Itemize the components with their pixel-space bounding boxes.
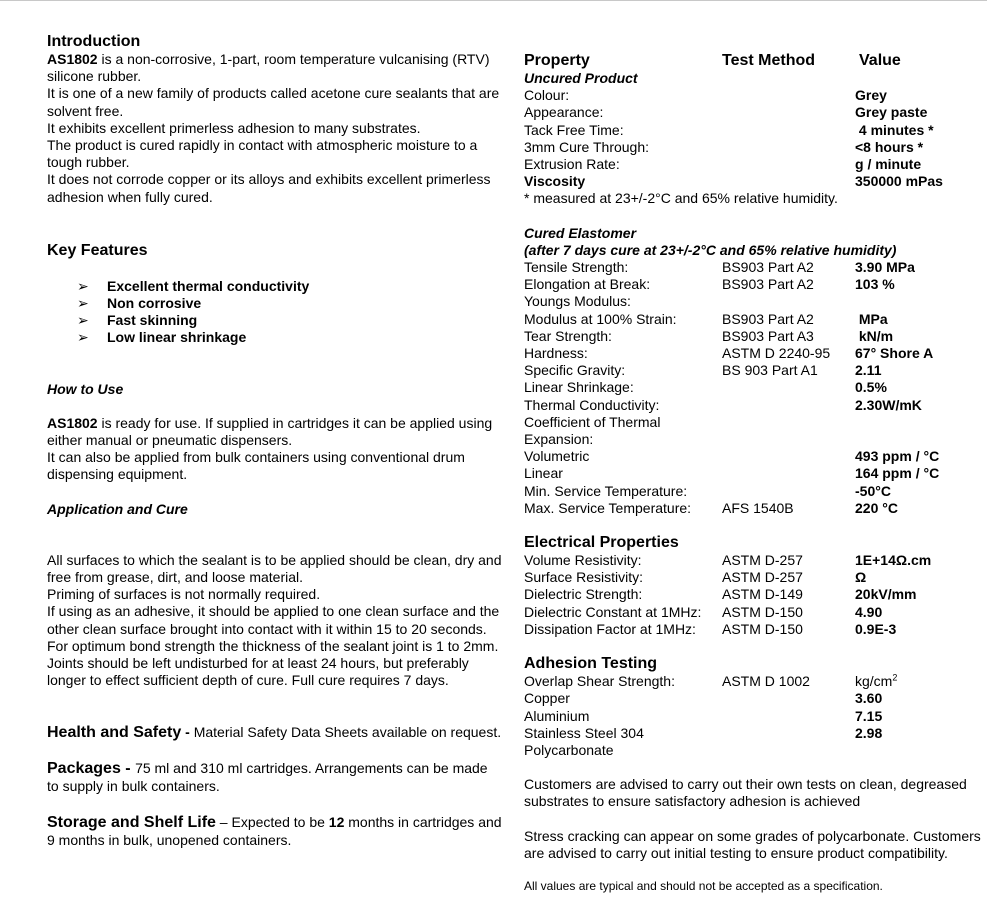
cured-heading: Cured Elastomer <box>524 224 637 241</box>
value-cell: 20kV/mm <box>855 586 917 603</box>
value-cell: 493 ppm / °C <box>855 448 940 465</box>
method-cell: AFS 1540B <box>722 499 794 516</box>
table-row <box>524 345 984 362</box>
value-cell: 220 °C <box>855 499 898 516</box>
table-row <box>524 708 984 725</box>
how-to-use-heading: How to Use <box>47 380 124 397</box>
method-cell <box>722 690 855 707</box>
table-row <box>524 311 984 328</box>
table-row <box>524 431 984 448</box>
table-row <box>524 139 984 156</box>
viscosity-value: 350000 mPas <box>855 173 943 190</box>
table-row <box>524 414 984 431</box>
value-cell <box>855 431 984 448</box>
stress-note: Stress cracking can appear on some grades of polycarbonate. Customers are advised to carry out initial testing to ensure product compatibility. <box>524 827 981 861</box>
property-cell: Tear Strength: <box>524 327 612 344</box>
storage-heading: Storage and Shelf Life <box>47 813 216 831</box>
features-list <box>47 278 502 347</box>
intro-line-3: It exhibits excellent primerless adhesion to many substrates. <box>47 119 421 136</box>
bullet-arrow-icon: ➢ <box>77 312 89 329</box>
col-method: Test Method <box>722 52 816 69</box>
property-cell: Tensile Strength: <box>524 259 629 276</box>
method-cell <box>722 725 855 742</box>
property-cell: Thermal Conductivity: <box>524 396 660 413</box>
property-cell: Polycarbonate <box>524 741 614 758</box>
storage: Storage and Shelf Life – Expected to be 12 months in cartridges and 9 months in bulk, unopened containers. <box>47 813 502 848</box>
table-row <box>524 483 984 500</box>
measure-note: * measured at 23+/-2°C and 65% relative humidity. <box>524 190 838 207</box>
table-row <box>524 621 984 638</box>
product-name: AS1802 <box>47 414 98 431</box>
table-row <box>524 586 984 603</box>
how-to-use-line-1: AS1802 is ready for use. If supplied in cartridges it can be applied using either manual or pneumatic dispensers. <box>47 414 493 449</box>
intro-heading: Introduction <box>47 33 141 50</box>
table-row <box>524 604 984 621</box>
property-cell: 3mm Cure Through: <box>524 138 650 155</box>
value-cell: 7.15 <box>855 707 883 724</box>
table-row <box>524 259 984 276</box>
value-cell: kN/m <box>855 327 894 344</box>
method-cell <box>722 156 855 173</box>
property-cell: Appearance: <box>524 104 604 121</box>
table-row <box>524 448 984 465</box>
value-cell: 67° Shore A <box>855 345 934 362</box>
property-cell: Dielectric Strength: <box>524 586 643 603</box>
property-cell: Specific Gravity: <box>524 362 626 379</box>
property-cell: Surface Resistivity: <box>524 569 644 586</box>
feature-item: ➢ Non corrosive <box>77 295 202 312</box>
col-property: Property <box>524 52 590 69</box>
electrical-heading: Electrical Properties <box>524 534 679 552</box>
adhesion-heading: Adhesion Testing <box>524 655 658 673</box>
property-cell: Elongation at Break: <box>524 276 651 293</box>
feature-item: ➢ Fast skinning <box>77 312 198 329</box>
bullet-arrow-icon: ➢ <box>77 277 89 294</box>
property-cell: Volume Resistivity: <box>524 552 642 569</box>
method-cell: ASTM D-257 <box>722 569 803 586</box>
property-cell: Aluminium <box>524 707 590 724</box>
method-cell: BS903 Part A2 <box>722 259 814 276</box>
table-row <box>524 276 984 293</box>
application-line: Priming of surfaces is not normally required. <box>47 586 321 603</box>
uncured-heading: Uncured Product <box>524 70 638 86</box>
method-cell <box>722 483 855 500</box>
product-name: AS1802 <box>47 51 98 67</box>
property-cell: Coefficient of Thermal <box>524 413 661 430</box>
table-row <box>524 500 984 517</box>
method-cell: BS903 Part A2 <box>722 276 814 293</box>
method-cell <box>722 293 855 310</box>
table-row: Overlap Shear Strength: ASTM D 1002 $kg/cm^2$ <box>524 672 898 690</box>
bullet-arrow-icon: ➢ <box>77 295 89 312</box>
value-cell: 2.11 <box>855 362 882 379</box>
top-border <box>0 0 987 1</box>
value-cell <box>855 742 984 759</box>
method-cell <box>722 431 855 448</box>
method-cell: ASTM D-149 <box>722 586 803 603</box>
table-row <box>524 104 984 121</box>
method-cell <box>722 465 855 482</box>
health-safety: Health and Safety - Material Safety Data Sheets available on request. <box>47 724 502 742</box>
value-cell: 0.9E-3 <box>855 620 897 637</box>
value-cell: 103 % <box>855 276 895 293</box>
property-cell: Expansion: <box>524 431 594 448</box>
property-cell: Youngs Modulus: <box>524 293 631 310</box>
table-row <box>524 690 984 707</box>
table-row <box>524 293 984 310</box>
table-row <box>524 156 984 173</box>
value-cell: 1E+14Ω.cm <box>855 552 932 569</box>
value-cell: Grey <box>855 87 887 104</box>
property-cell: Max. Service Temperature: <box>524 499 692 516</box>
property-cell: Extrusion Rate: <box>524 156 620 173</box>
method-cell: ASTM D 2240-95 <box>722 345 831 362</box>
method-cell <box>722 104 855 121</box>
application-line: All surfaces to which the sealant is to be applied should be clean, dry and free from grease, dirt, and loose material. <box>47 551 502 586</box>
packages: Packages - 75 ml and 310 ml cartridges. Arrangements can be made to supply in bulk containers. <box>47 760 488 795</box>
value-cell: -50°C <box>855 482 891 499</box>
intro-line-2: It is one of a new family of products called acetone cure sealants that are solvent free. <box>47 85 500 119</box>
uncured-rows <box>524 87 984 173</box>
method-cell <box>722 742 855 759</box>
value-cell: g / minute <box>855 156 922 173</box>
value-cell: 3.90 MPa <box>855 259 915 276</box>
value-cell: 0.5% <box>855 379 887 396</box>
value-cell: 4 minutes * <box>855 121 934 138</box>
intro-line-4: The product is cured rapidly in contact with atmospheric moisture to a tough rubber. <box>47 137 478 171</box>
application-line: If using as an adhesive, it should be applied to one clean surface and the other clean surface brought into contact with it within 15 to 20 seconds. <box>47 603 500 637</box>
table-row <box>524 87 984 104</box>
table-row <box>524 122 984 139</box>
adhesion-rows <box>524 690 984 759</box>
features-heading: Key Features <box>47 241 148 259</box>
property-cell: Dielectric Constant at 1MHz: <box>524 603 702 620</box>
table-row <box>524 397 984 414</box>
value-cell <box>855 293 984 310</box>
property-cell: Volumetric <box>524 448 590 465</box>
property-cell: Modulus at 100% Strain: <box>524 310 677 327</box>
method-cell <box>722 87 855 104</box>
how-to-use-line-2: It can also be applied from bulk containers using conventional drum dispensing equipment. <box>47 449 465 483</box>
value-cell: MPa <box>855 310 888 327</box>
right-column <box>524 51 984 895</box>
property-cell: Stainless Steel 304 <box>524 724 644 741</box>
property-cell: Hardness: <box>524 345 588 362</box>
method-cell <box>722 139 855 156</box>
value-cell: Ω <box>855 569 867 586</box>
table-row <box>524 725 984 742</box>
table-row <box>524 742 984 759</box>
col-value: Value <box>859 52 901 69</box>
intro-line-5: It does not corrode copper or its alloys and exhibits excellent primerless adhesion when fully cured. <box>47 171 491 205</box>
table-row <box>524 465 984 482</box>
health-heading: Health and Safety <box>47 724 182 742</box>
electrical-rows <box>524 552 984 638</box>
value-cell: 4.90 <box>855 603 883 620</box>
value-cell: 3.60 <box>855 690 883 707</box>
method-cell <box>722 448 855 465</box>
cured-subheading: (after 7 days cure at 23+/-2°C and 65% relative humidity) <box>524 241 897 258</box>
method-cell: ASTM D-257 <box>722 552 803 569</box>
method-cell <box>722 397 855 414</box>
disclaimer: All values are typical and should not be accepted as a specification. <box>524 878 883 893</box>
value-cell: <8 hours * <box>855 138 924 155</box>
property-cell: Copper <box>524 690 570 707</box>
application-line: For optimum bond strength the thickness of the sealant joint is 1 to 2mm. <box>47 637 499 654</box>
method-cell <box>722 708 855 725</box>
table-row <box>524 362 984 379</box>
value-cell: 2.30W/mK <box>855 396 922 413</box>
feature-item: ➢ Excellent thermal conductivity <box>77 277 310 294</box>
value-cell <box>855 414 984 431</box>
method-cell: ASTM D-150 <box>722 603 803 620</box>
advice-note: Customers are advised to carry out their own tests on clean, degreased substrates to ensure satisfactory adhesion is achieved <box>524 776 967 810</box>
table-row <box>524 552 984 569</box>
method-cell: BS903 Part A2 <box>722 310 814 327</box>
cured-rows <box>524 259 984 517</box>
method-cell <box>722 414 855 431</box>
table-row <box>524 569 984 586</box>
value-cell: 2.98 <box>855 724 883 741</box>
packages-heading: Packages - <box>47 760 136 778</box>
table-row <box>524 173 984 190</box>
application-line: Joints should be left undisturbed for at least 24 hours, but preferably longer to effect sufficient depth of cure. Full cure requires 7 days. <box>47 655 469 689</box>
viscosity-label: Viscosity <box>524 173 586 190</box>
left-column <box>47 32 502 849</box>
table-row <box>524 328 984 345</box>
intro-line-1: AS1802 is a non-corrosive, 1-part, room temperature vulcanising (RTV) silicone rubber. <box>47 51 490 85</box>
property-cell: Tack Free Time: <box>524 121 624 138</box>
property-cell: Dissipation Factor at 1MHz: <box>524 620 696 637</box>
property-cell: Linear Shrinkage: <box>524 379 634 396</box>
method-cell: ASTM D-150 <box>722 620 803 637</box>
table-header <box>524 51 984 70</box>
property-cell: Linear <box>524 465 563 482</box>
method-cell: BS903 Part A3 <box>722 327 814 344</box>
value-cell: 164 ppm / °C <box>855 465 940 482</box>
value-cell: Grey paste <box>855 104 928 121</box>
method-cell: BS 903 Part A1 <box>722 362 818 379</box>
property-cell: Colour: <box>524 87 570 104</box>
table-row <box>524 379 984 396</box>
method-cell <box>722 122 855 139</box>
bullet-arrow-icon: ➢ <box>77 329 89 346</box>
method-cell <box>722 379 855 396</box>
application-heading: Application and Cure <box>47 500 188 517</box>
property-cell: Min. Service Temperature: <box>524 482 688 499</box>
feature-item: ➢ Low linear shrinkage <box>77 329 247 346</box>
